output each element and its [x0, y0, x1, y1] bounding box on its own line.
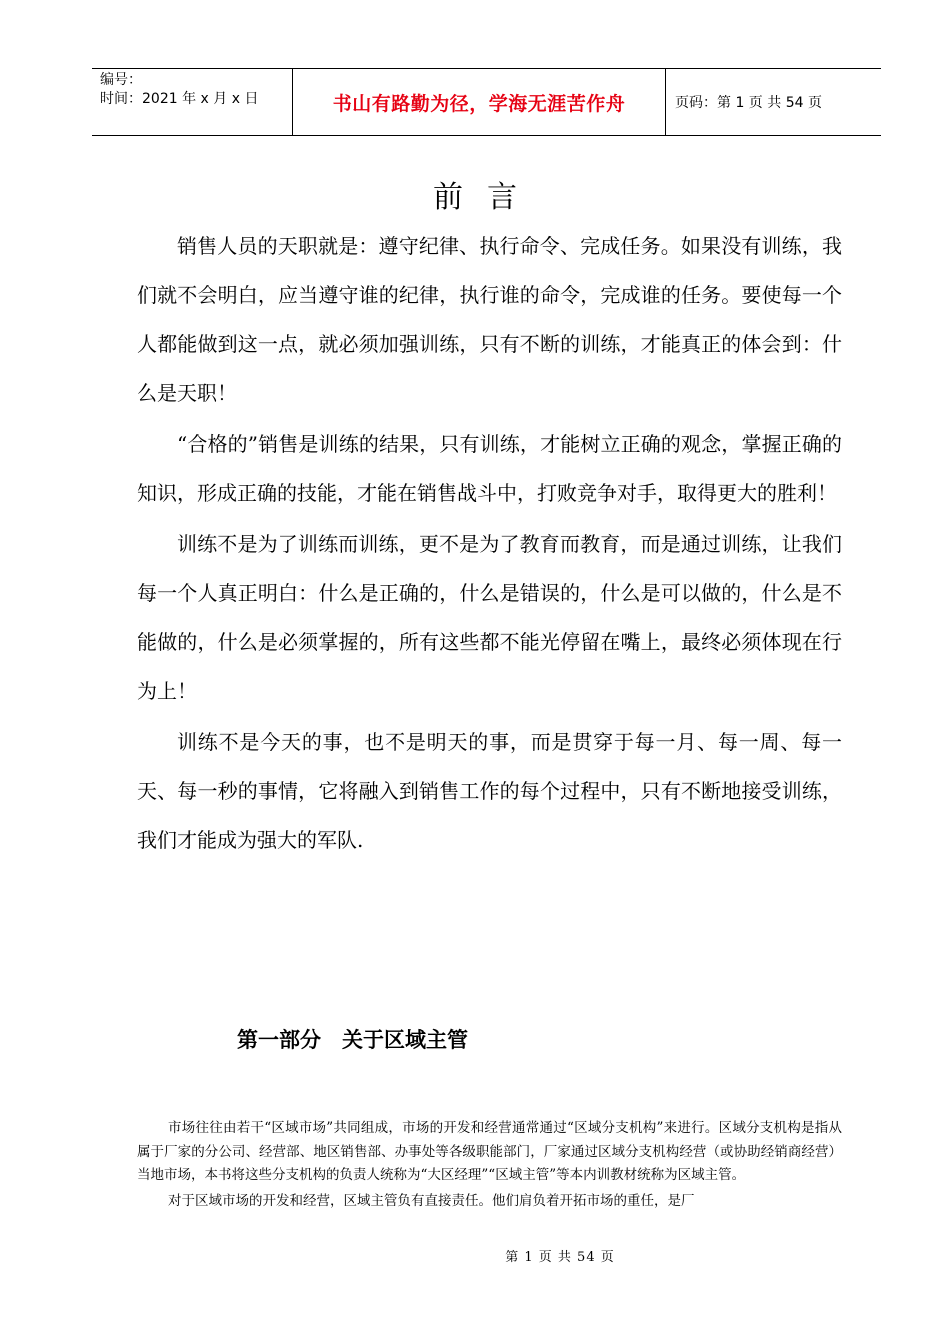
- page-title: 前言: [433, 180, 541, 215]
- document-time-label: 时间：2021 年 x 月 x 日: [100, 91, 259, 107]
- section-body: [137, 1117, 842, 1213]
- header-page-number: 页码：第 1 页 共 54 页: [675, 95, 822, 111]
- header-motto: 书山有路勤为径，学海无涯苦作舟: [293, 69, 666, 135]
- document-header: [92, 68, 881, 136]
- preface-paragraph: “合格的”销售是训练的结果，只有训练，才能树立正确的观念，掌握正确的知识，形成正确的技能，才能在销售战斗中，打败竞争对手，取得更大的胜利！: [137, 432, 842, 505]
- preface-paragraph: 销售人员的天职就是：遵守纪律、执行命令、完成任务。如果没有训练，我们就不会明白，应当遵守谁的纪律，执行谁的命令，完成谁的任务。要使每一个人都能做到这一点，就必须加强训练，只有不断的训练，才能真正的体会到：什么是天职！: [137, 234, 842, 405]
- preface-body: [137, 222, 842, 865]
- document-number-label: 编号：: [100, 72, 142, 88]
- section-paragraph: 对于区域市场的开发和经营，区域主管负有直接责任。他们肩负着开拓市场的重任，是厂: [168, 1192, 695, 1209]
- page-footer: 第 1 页 共 54 页: [505, 1250, 615, 1265]
- preface-paragraph: 训练不是为了训练而训练，更不是为了教育而教育，而是通过训练，让我们每一个人真正明白：什么是正确的，什么是错误的，什么是可以做的，什么是不能做的，什么是必须掌握的，所有这些都不能光停留在嘴上，最终必须体现在行为上！: [137, 532, 842, 703]
- section-heading: 第一部分 关于区域主管: [237, 1028, 468, 1052]
- header-meta: [92, 69, 293, 135]
- preface-paragraph: 训练不是今天的事，也不是明天的事，而是贯穿于每一月、每一周、每一天、每一秒的事情，它将融入到销售工作的每个过程中，只有不断地接受训练，我们才能成为强大的军队.: [137, 730, 842, 852]
- section-paragraph: 市场往往由若干“区域市场”共同组成，市场的开发和经营通常通过“区域分支机构”来进行。区域分支机构是指从属于厂家的分公司、经营部、地区销售部、办事处等各级职能部门，厂家通过区域分支机构经营（或协助经销商经营）当地市场，本书将这些分支机构的负责人统称为“大区经理”“区域主管”等本内训教材统称为区域主管。: [137, 1120, 842, 1183]
